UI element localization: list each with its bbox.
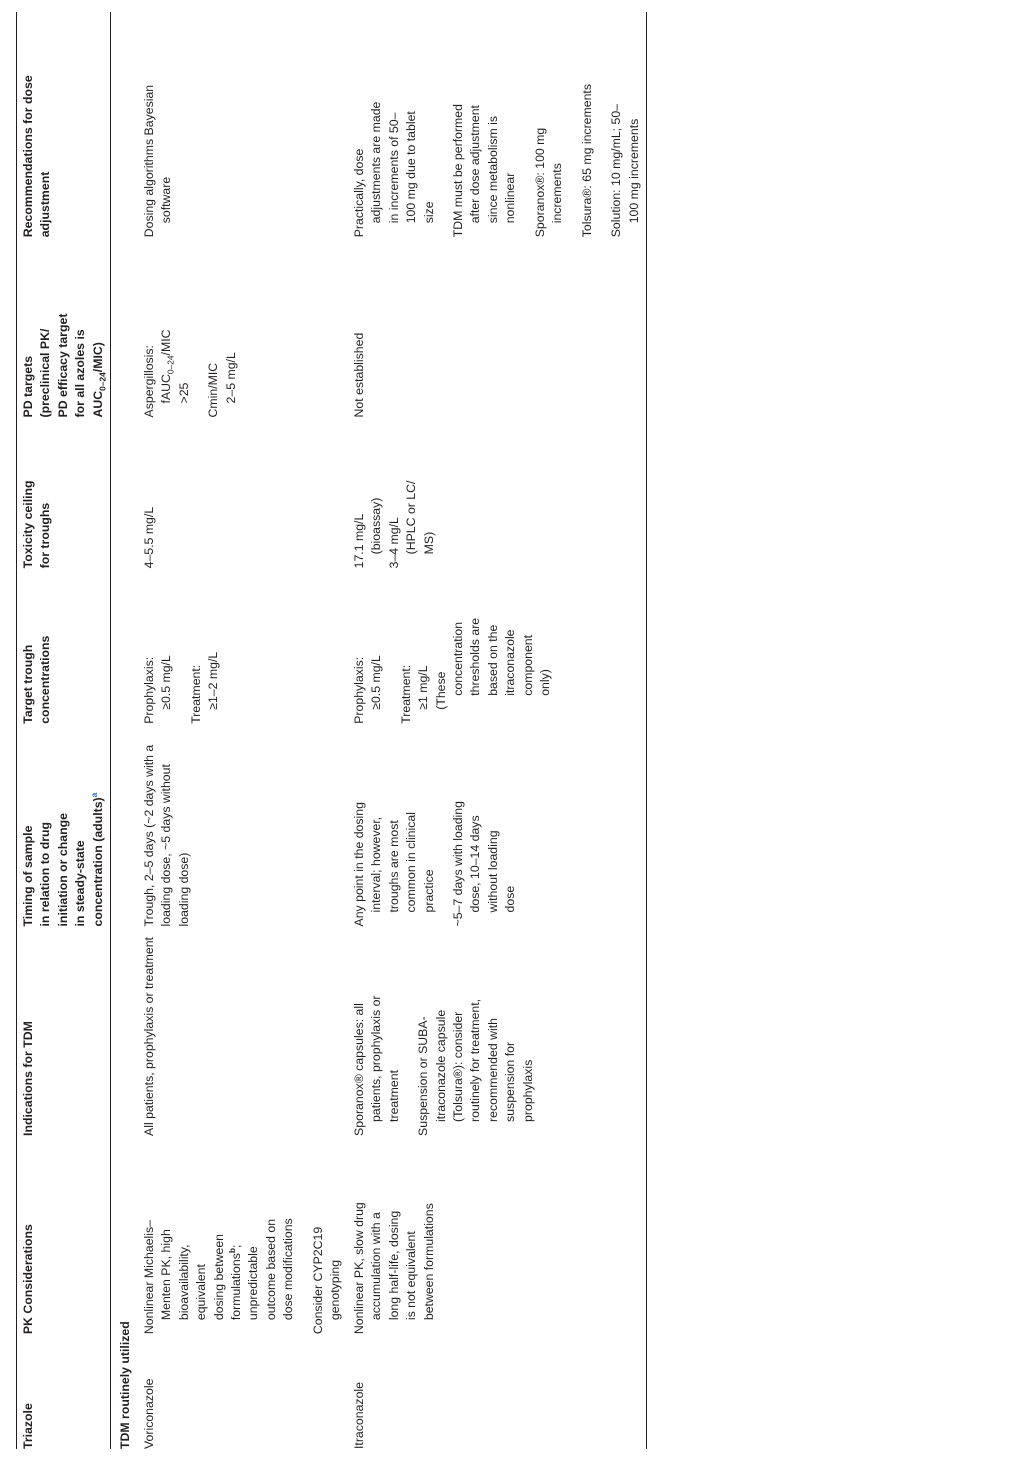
target-trough-cell [348, 568, 647, 723]
pd-subscript: 0–24 [165, 355, 176, 375]
target-block [398, 578, 555, 723]
recommendations-line-1: Recommendations for dose [21, 75, 35, 238]
recommendation-line: Sporanox®: 100 mg [532, 127, 547, 238]
pd-line-5-suffix: /MIC) [90, 342, 105, 373]
recommendation-line: 100 mg increments [626, 118, 641, 224]
toxicity-line: (bioassay) [369, 497, 384, 555]
pk-line: between formulations [421, 1203, 436, 1321]
timing-line-3: initiation or change [55, 813, 70, 927]
recommendation-block [141, 22, 176, 237]
recommendation-line: software [159, 176, 174, 224]
target-line: component [520, 634, 535, 696]
section-heading-label: TDM routinely utilized [118, 1321, 133, 1449]
pk-block [310, 1146, 345, 1334]
timing-block [351, 734, 438, 927]
table-row [138, 12, 348, 1449]
column-header-target-trough [17, 568, 111, 723]
target-line: concentration [450, 621, 465, 696]
table-body [111, 12, 647, 1449]
toxicity-cell [348, 417, 647, 568]
pd-targets-cell [138, 237, 348, 417]
toxicity-line: MS) [421, 531, 436, 555]
recommendation-block [351, 22, 438, 237]
indication-line: recommended with [485, 1018, 500, 1122]
target-line: ≥0.5 mg/L [369, 655, 384, 710]
indication-line: Sporanox® capsules: all [351, 1003, 366, 1136]
pk-line: equivalent [194, 1264, 209, 1321]
recommendation-line: Practically, dose [351, 148, 366, 238]
pd-block [205, 247, 240, 417]
pd-line-5-prefix: AUC [90, 390, 105, 418]
column-header-recommendations [17, 12, 111, 237]
indication-line: (Tolsura®): consider [450, 1011, 465, 1122]
recommendation-line: 100 mg due to tablet [404, 111, 419, 224]
toxicity-line: 17.1 mg/L [351, 513, 366, 569]
target-line: itraconazole [503, 629, 518, 696]
column-header-toxicity-ceiling [17, 417, 111, 568]
recommendation-block [608, 22, 643, 237]
timing-line-5: concentration (adults) [90, 797, 105, 927]
pk-line: dose modifications [281, 1218, 296, 1321]
pk-line: Nonlinear Michaelis– [141, 1219, 156, 1335]
recommendation-line: increments [550, 163, 565, 224]
pd-line: Aspergillosis: [141, 345, 156, 418]
recommendation-line: Dosing algorithms Bayesian [141, 84, 156, 238]
timing-line: practice [421, 869, 436, 913]
indication-line: prophylaxis [520, 1059, 535, 1122]
pk-considerations-cell [138, 1136, 348, 1334]
pd-line-3: PD efficacy target [55, 313, 70, 418]
pk-line: formulations [228, 1253, 243, 1321]
pk-line: outcome based on [263, 1218, 278, 1321]
pk-line: unpredictable [246, 1246, 261, 1321]
recommendation-block [579, 22, 596, 237]
recommendation-block [450, 22, 520, 237]
target-line: Prophylaxis: [351, 656, 366, 724]
indications-cell [348, 926, 647, 1135]
recommendations-cell [138, 12, 348, 237]
column-header-indications: Indications for TDM [17, 926, 111, 1135]
pk-line: Consider CYP2C19 [310, 1226, 325, 1335]
target-trough-cell [138, 568, 348, 723]
timing-line-4: in steady-state [73, 840, 88, 927]
indication-line: suspension for [503, 1041, 518, 1122]
column-header-triazole: Triazole [17, 1334, 111, 1449]
timing-line-2: in relation to drug [38, 821, 53, 927]
recommendation-line: nonlinear [503, 172, 518, 224]
pd-block [141, 247, 193, 417]
timing-cell: Trough, 2–5 days (~2 days with a loading dose, ~5 days without loading dose) [141, 744, 191, 927]
pd-targets-cell: Not established [348, 237, 647, 417]
pk-line-suffix: ; [228, 1244, 243, 1249]
indication-line: Suspension or SUBA- [416, 1016, 431, 1136]
recommendation-line: in increments of 50– [386, 112, 401, 224]
pk-considerations-cell [348, 1136, 647, 1334]
recommendations-cell [348, 12, 647, 237]
target-block [141, 578, 176, 723]
toxicity-line-2: for troughs [38, 502, 53, 569]
recommendation-line: size [421, 201, 436, 224]
timing-cell [348, 724, 647, 927]
timing-block [450, 734, 520, 927]
timing-line: common in clinical [404, 812, 419, 913]
indication-line: routinely for treatment, [468, 998, 483, 1122]
timing-line: interval; however, [369, 816, 384, 913]
pd-line-suffix: /MIC [159, 329, 174, 356]
pk-block [141, 1146, 298, 1334]
target-line: ≥1–2 mg/L [206, 651, 221, 710]
indication-block [351, 936, 403, 1135]
pd-line: 2–5 mg/L [223, 352, 238, 404]
timing-line: troughs are most [386, 820, 401, 913]
footnote-ref-a[interactable]: a [88, 792, 99, 798]
recommendations-line-2: adjustment [38, 171, 53, 238]
toxicity-cell: 4–5.5 mg/L [141, 506, 156, 569]
pk-line: Nonlinear PK, slow drug [351, 1202, 366, 1335]
target-line: based on the [485, 624, 500, 696]
recommendation-line: Solution: 10 mg/mL; 50– [609, 103, 624, 238]
column-header-pd-targets [17, 237, 111, 417]
indication-block [415, 936, 537, 1135]
pk-line: dosing between [211, 1233, 226, 1321]
drug-name-cell: Voriconazole [141, 1378, 156, 1449]
recommendation-block [532, 22, 567, 237]
pk-line: bioavailability, [176, 1244, 191, 1321]
table-row [348, 12, 647, 1449]
pk-line: genotyping [328, 1259, 343, 1321]
table-header [17, 12, 111, 1449]
footnote-ref-b[interactable]: b [226, 1248, 237, 1254]
pd-line: Cmin/MIC [206, 362, 221, 418]
pd-line: fAUC [159, 374, 174, 404]
toxicity-block [351, 427, 438, 568]
section-heading-row [111, 12, 138, 1449]
recommendation-line: TDM must be performed [450, 104, 465, 238]
target-line: Prophylaxis: [141, 656, 156, 724]
indication-line: treatment [386, 1069, 401, 1122]
timing-line: dose, 10–14 days [468, 815, 483, 913]
target-line: ≥0.5 mg/L [159, 655, 174, 710]
column-header-pk-considerations: PK Considerations [17, 1136, 111, 1334]
recommendation-line: since metabolism is [485, 115, 500, 224]
pd-line-5-subscript: 0–24 [97, 372, 108, 391]
header-row [17, 12, 111, 1449]
recommendation-line: adjustments are made [369, 101, 384, 224]
triazole-tdm-table [16, 12, 647, 1449]
indication-line: itraconazole capsule [433, 1009, 448, 1122]
pk-line: accumulation with a [369, 1212, 384, 1321]
drug-name-cell: Itraconazole [348, 1334, 647, 1449]
timing-line-1: Timing of sample [21, 825, 35, 927]
target-line: (These [433, 671, 448, 710]
recommendation-line: after dose adjustment [468, 105, 483, 224]
timing-line: ~5–7 days with loading [450, 801, 465, 927]
pd-line: >25 [176, 382, 191, 404]
target-line: Treatment: [188, 664, 203, 724]
timing-line: Any point in the dosing [351, 802, 366, 927]
target-line-2: concentrations [38, 635, 53, 724]
indications-cell: All patients, prophylaxis or treatment [141, 937, 156, 1136]
toxicity-line: 3–4 mg/L [386, 517, 401, 569]
pd-line-4: for all azoles is [73, 329, 88, 418]
indication-line: patients, prophylaxis or [369, 995, 384, 1122]
pk-block [351, 1146, 438, 1334]
recommendation-line: Tolsura®: 65 mg increments [579, 84, 594, 238]
timing-line: dose [503, 885, 518, 913]
target-line: only) [538, 669, 553, 696]
target-line: thresholds are [468, 617, 483, 696]
toxicity-line: (HPLC or LC/ [404, 480, 419, 555]
column-header-timing [17, 724, 111, 927]
toxicity-line-1: Toxicity ceiling [21, 480, 35, 569]
pk-line: long half-life, dosing [386, 1210, 401, 1321]
target-line: ≥1 mg/L [416, 665, 431, 710]
target-block [351, 578, 386, 723]
pk-line: Menten PK, high [159, 1229, 174, 1321]
target-block [188, 578, 223, 723]
target-line: Treatment: [398, 664, 413, 724]
pd-line-2: (preclinical PK/ [38, 328, 53, 418]
target-line-1: Target trough [21, 644, 35, 724]
timing-line: without loading [485, 830, 500, 913]
pd-line-1: PD targets [21, 355, 35, 418]
pk-line: is not equivalent [404, 1231, 419, 1321]
